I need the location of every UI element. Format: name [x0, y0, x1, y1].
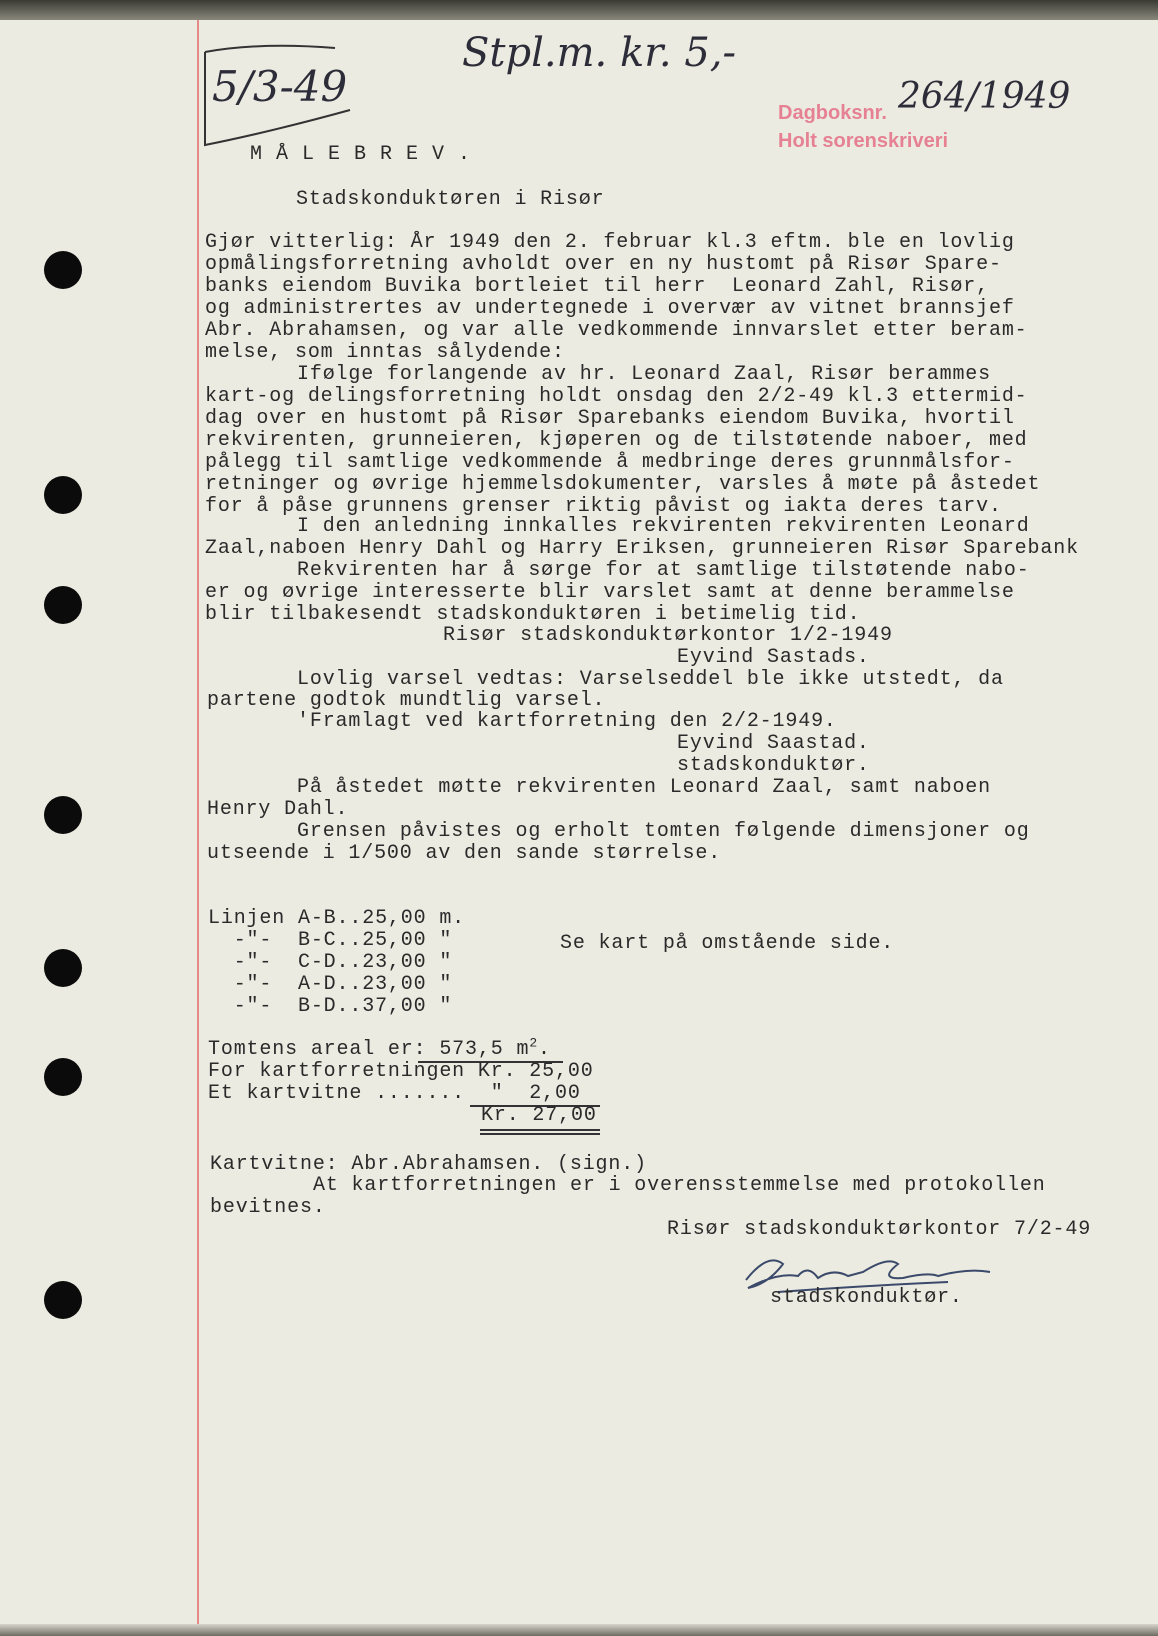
- body-line: stadskonduktør.: [677, 754, 870, 777]
- body-line: Eyvind Saastad.: [677, 732, 870, 755]
- area-line: [208, 1035, 551, 1061]
- body-line: blir tilbakesendt stadskonduktøren i betimelig tid.: [205, 603, 861, 626]
- stamp-court-name: Holt sorenskriveri: [778, 130, 949, 152]
- attestation-line: At kartforretningen er i overensstemmelse med protokollen: [313, 1174, 1046, 1197]
- handwritten-date: 5/3-49: [212, 62, 348, 111]
- punch-hole: [44, 586, 82, 624]
- fee-survey: For kartforretningen Kr. 25,00: [208, 1060, 594, 1083]
- punch-hole: [44, 796, 82, 834]
- body-line: Risør stadskonduktørkontor 1/2-1949: [443, 624, 893, 647]
- body-line: rekvirenten, grunneieren, kjøperen og de tilstøtende naboer, med: [205, 429, 1028, 452]
- body-line: kart-og delingsforretning holdt onsdag den 2/2-49 kl.3 ettermid-: [205, 385, 1028, 408]
- body-line: og administrertes av undertegnede i overvær av vitnet brannsjef: [205, 297, 1015, 320]
- map-reference-note: Se kart på omstående side.: [560, 932, 895, 955]
- body-line: banks eiendom Buvika bortleiet til herr Leonard Zahl, Risør,: [205, 275, 989, 298]
- body-line: Lovlig varsel vedtas: Varselseddel ble ikke utstedt, da: [297, 668, 1004, 691]
- document-subtitle: Stadskonduktøren i Risør: [296, 188, 605, 211]
- body-line: I den anledning innkalles rekvirenten rekvirenten Leonard: [297, 515, 1030, 538]
- measurement-row: -"- C-D..23,00 ": [208, 951, 453, 974]
- handwritten-journal-number: 264/1949: [898, 76, 1071, 117]
- punch-hole: [44, 1281, 82, 1319]
- measurement-row: -"- A-D..23,00 ": [208, 973, 453, 996]
- body-line: partene godtok mundtlig varsel.: [207, 689, 606, 712]
- body-line: for å påse grunnens grenser riktig påvist og iakta deres tarv.: [205, 495, 1002, 518]
- body-line: Abr. Abrahamsen, og var alle vedkommende innvarslet etter beram-: [205, 319, 1028, 342]
- fee-witness: Et kartvitne ....... " 2,00: [208, 1082, 581, 1105]
- double-underline: [480, 1129, 600, 1131]
- area-end: .: [537, 1038, 551, 1061]
- document-title: MÅLEBREV.: [250, 143, 485, 166]
- closing-title: stadskonduktør.: [770, 1286, 963, 1309]
- body-line: pålegg til samtlige vedkommende å medbringe deres grunnmålsfor-: [205, 451, 1015, 474]
- body-line: Gjør vitterlig: År 1949 den 2. februar kl.3 eftm. ble en lovlig: [205, 231, 1015, 254]
- body-line: På åstedet møtte rekvirenten Leonard Zaal, samt naboen: [297, 776, 992, 799]
- closing-place-date: Risør stadskonduktørkontor 7/2-49: [667, 1218, 1092, 1241]
- area-text: Tomtens areal er: 573,5 m: [208, 1038, 530, 1061]
- margin-line: [197, 20, 199, 1624]
- body-line: melse, som inntas sålydende:: [205, 341, 565, 364]
- date-bracket: [200, 40, 360, 150]
- punch-hole: [44, 949, 82, 987]
- scan-top-edge: [0, 0, 1158, 20]
- fee-total: Kr. 27,00: [481, 1104, 597, 1127]
- punch-hole: [44, 1058, 82, 1096]
- measurement-row: -"- B-D..37,00 ": [208, 995, 453, 1018]
- body-line: Ifølge forlangende av hr. Leonard Zaal, Risør berammes: [297, 363, 992, 386]
- body-line: Henry Dahl.: [207, 798, 349, 821]
- body-line: er og øvrige interesserte blir varslet samt at denne berammelse: [205, 581, 1015, 604]
- handwritten-stamp-fee: Stpl.m. kr. 5,-: [462, 30, 737, 76]
- measurement-row: Linjen A-B..25,00 m.: [208, 907, 466, 930]
- body-line: Eyvind Sastads.: [677, 646, 870, 669]
- double-underline: [480, 1133, 600, 1135]
- measurement-row: -"- B-C..25,00 ": [208, 929, 453, 952]
- body-line: Zaal,naboen Henry Dahl og Harry Eriksen, grunneieren Risør Sparebank: [205, 537, 1079, 560]
- witness-line: Kartvitne: Abr.Abrahamsen. (sign.): [210, 1153, 647, 1176]
- punch-hole: [44, 251, 82, 289]
- body-line: opmålingsforretning avholdt over en ny hustomt på Risør Spare-: [205, 253, 1002, 276]
- stamp-journal-label: Dagboksnr.: [778, 102, 887, 124]
- body-line: dag over en hustomt på Risør Sparebanks eiendom Buvika, hvortil: [205, 407, 1015, 430]
- attestation-line: bevitnes.: [210, 1196, 326, 1219]
- body-line: 'Framlagt ved kartforretning den 2/2-1949.: [297, 710, 837, 733]
- punch-hole: [44, 476, 82, 514]
- body-line: Rekvirenten har å sørge for at samtlige tilstøtende nabo-: [297, 559, 1030, 582]
- body-line: utseende i 1/500 av den sande størrelse.: [207, 842, 722, 865]
- body-line: retninger og øvrige hjemmelsdokumenter, varsles å møte på åstedet: [205, 473, 1041, 496]
- body-line: Grensen påvistes og erholt tomten følgende dimensjoner og: [297, 820, 1030, 843]
- scan-bottom-edge: [0, 1624, 1158, 1636]
- area-superscript: 2: [529, 1035, 538, 1051]
